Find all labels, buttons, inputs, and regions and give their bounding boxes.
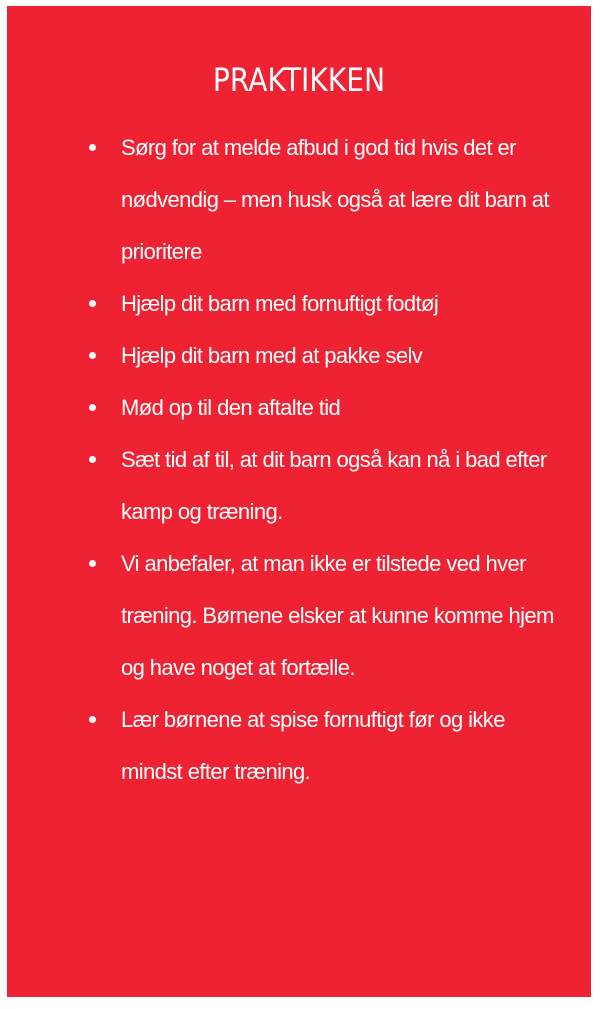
list-item-text: Hjælp dit barn med at pakke selv <box>121 343 423 368</box>
bullet-icon <box>89 404 96 411</box>
bullet-icon <box>89 144 96 151</box>
list-item-text: Sæt tid af til, at dit barn også kan nå i bad efter kamp og træning. <box>121 447 547 524</box>
bullet-list <box>7 122 591 798</box>
list-item <box>7 434 561 538</box>
page-title: PRAKTIKKEN <box>212 61 386 99</box>
list-item-text: Lær børnene at spise fornuftigt før og ikke mindst efter træning. <box>121 707 505 784</box>
list-item <box>7 122 561 278</box>
list-item <box>7 694 561 798</box>
content-panel <box>7 6 591 997</box>
bullet-icon <box>89 456 96 463</box>
bullet-icon <box>89 300 96 307</box>
list-item-text: Sørg for at melde afbud i god tid hvis det er nødvendig – men husk også at lære dit barn at prioritere <box>121 135 549 264</box>
bullet-icon <box>89 352 96 359</box>
list-item <box>7 278 561 330</box>
bullet-icon <box>89 560 96 567</box>
list-item <box>7 382 561 434</box>
list-item-text: Vi anbefaler, at man ikke er tilstede ved hver træning. Børnene elsker at kunne komme hjem og have noget at fortælle. <box>121 551 554 680</box>
list-item <box>7 538 561 694</box>
list-item-text: Hjælp dit barn med fornuftigt fodtøj <box>121 291 439 316</box>
bullet-icon <box>89 716 96 723</box>
list-item-text: Mød op til den aftalte tid <box>121 395 341 420</box>
list-item <box>7 330 561 382</box>
